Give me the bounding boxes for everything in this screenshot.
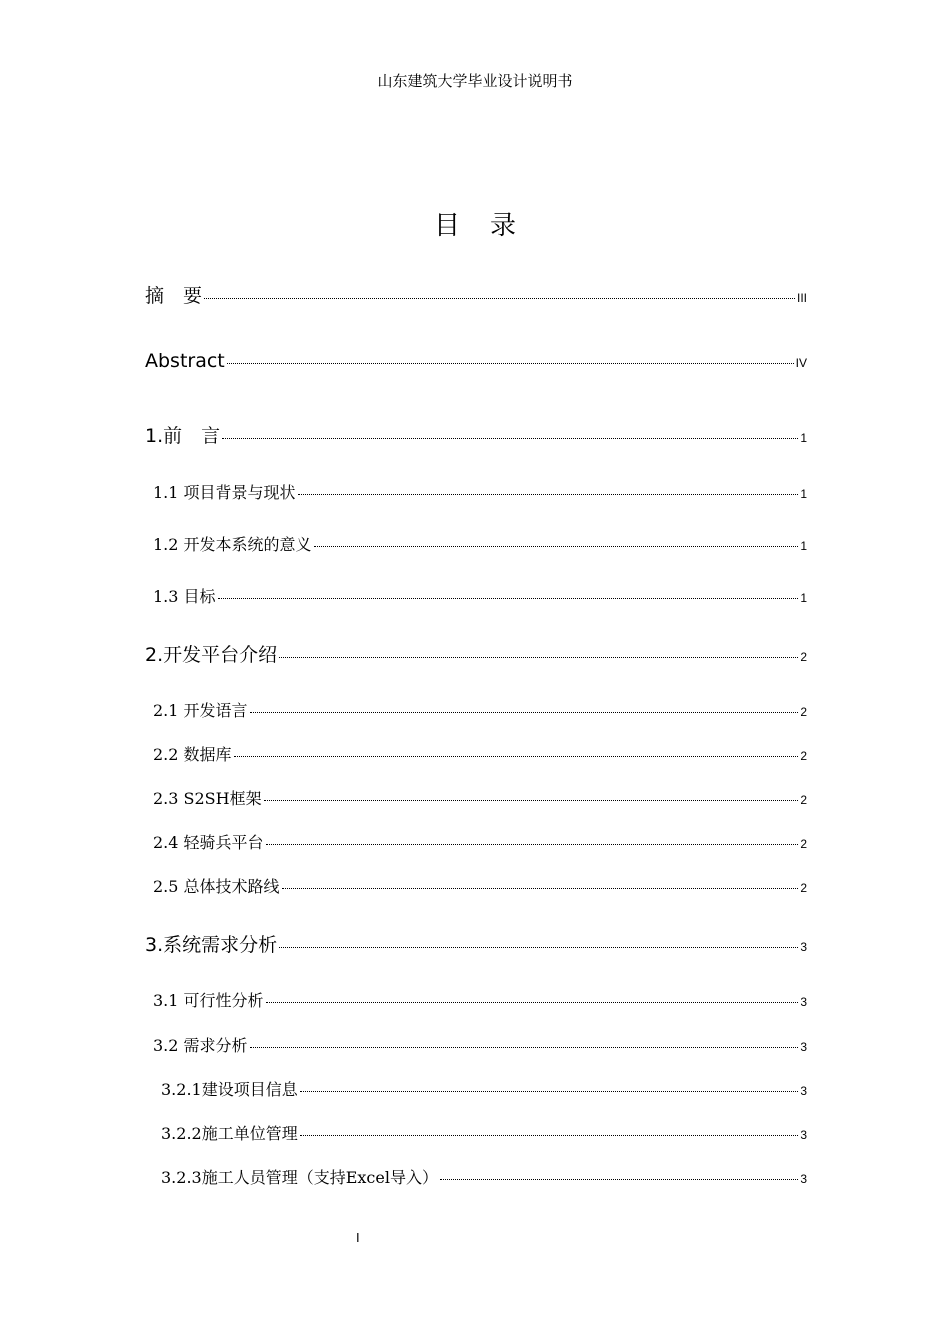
page-header: 山东建筑大学毕业设计说明书 [377,72,573,90]
toc-entry-label: Abstract [145,350,225,372]
toc-entry-label: 1.1 项目背景与现状 [153,483,296,502]
toc-entry-page: 3 [800,940,807,954]
toc-entry-label: 摘 要 [145,285,203,307]
toc-entry-label: 2.1 开发语言 [153,701,248,720]
toc-entry-label: 3.2 需求分析 [153,1036,248,1055]
toc-entry[interactable] [145,281,807,308]
toc-entry-page: 2 [800,881,807,895]
toc-leader-dots [250,712,799,713]
toc-entry-page: 1 [800,539,807,553]
toc-leader-dots [282,888,799,889]
toc-entry-page: 2 [800,705,807,719]
toc-leader-dots [250,1047,799,1048]
toc-leader-dots [234,756,799,757]
toc-entry[interactable] [153,532,807,555]
toc-leader-dots [227,363,794,364]
toc-leader-dots [218,598,799,599]
toc-leader-dots [222,438,798,439]
toc-entry[interactable] [153,874,807,897]
toc-entry[interactable] [161,1165,807,1188]
toc-entry-page: 2 [800,793,807,807]
toc-leader-dots [279,947,798,948]
toc-leader-dots [266,1002,799,1003]
toc-entry-label: 2.开发平台介绍 [145,644,278,666]
toc-title: 目录 [433,211,546,241]
toc-entry-page: 3 [800,1040,807,1054]
toc-entry-label: 3.2.1建设项目信息 [161,1080,298,1099]
toc-leader-dots [300,1135,799,1136]
toc-entry-label: 3.系统需求分析 [145,934,278,956]
toc-entry-label: 2.4 轻骑兵平台 [153,833,264,852]
toc-entry-label: 1.2 开发本系统的意义 [153,535,312,554]
toc-entry-page: 3 [800,995,807,1009]
toc-entry-label: 3.2.3施工人员管理（支持Excel导入） [161,1168,438,1187]
toc-entry[interactable] [153,698,807,721]
toc-entry-label: 2.2 数据库 [153,745,232,764]
toc-entry-page: 3 [800,1128,807,1142]
toc-entry-page: 2 [800,837,807,851]
toc-leader-dots [298,494,799,495]
toc-entry[interactable] [145,640,807,667]
toc-leader-dots [264,800,799,801]
toc-entry-page: 2 [800,650,807,664]
toc-entry-label: 2.3 S2SH框架 [153,789,262,808]
toc-entry[interactable] [153,480,807,503]
toc-leader-dots [300,1091,799,1092]
toc-entry[interactable] [161,1077,807,1100]
toc-leader-dots [266,844,799,845]
page-number: I [356,1230,360,1245]
toc-leader-dots [279,657,798,658]
toc-entry-page: IV [795,356,807,370]
toc-entry[interactable] [153,786,807,809]
toc-entry-page: 3 [800,1084,807,1098]
toc-entry[interactable] [153,1033,807,1056]
toc-entry-label: 2.5 总体技术路线 [153,877,280,896]
toc-leader-dots [314,546,799,547]
toc-entry[interactable] [153,584,807,607]
toc-entry-page: 1 [800,591,807,605]
toc-entry[interactable] [153,830,807,853]
toc-entry-label: 3.1 可行性分析 [153,991,264,1010]
toc-leader-dots [204,298,795,299]
toc-entry-page: 1 [800,431,807,445]
toc-entry-page: III [796,291,807,305]
toc-entry-page: 3 [800,1172,807,1186]
toc-entry-label: 1.3 目标 [153,587,216,606]
toc-entry[interactable] [153,988,807,1011]
toc-entry[interactable] [145,930,807,957]
toc-entry[interactable] [153,742,807,765]
toc-entry[interactable] [145,421,807,448]
toc-entry[interactable] [145,350,807,372]
toc-leader-dots [440,1179,798,1180]
toc-entry[interactable] [161,1121,807,1144]
toc-entry-label: 1.前 言 [145,425,221,447]
toc-entry-page: 1 [800,487,807,501]
toc-entry-page: 2 [800,749,807,763]
toc-entry-label: 3.2.2施工单位管理 [161,1124,298,1143]
